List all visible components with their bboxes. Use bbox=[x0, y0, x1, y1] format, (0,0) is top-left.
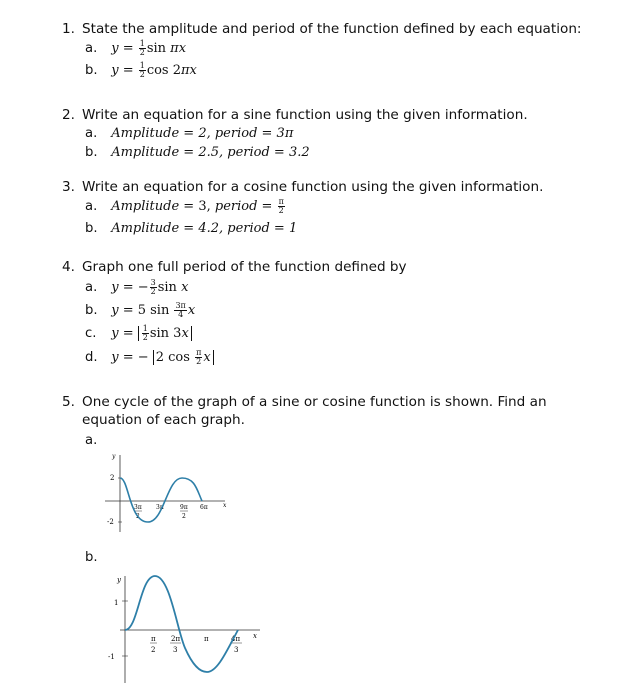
y-axis-label: y bbox=[117, 576, 121, 584]
equation: Amplitude = 2, period = 3π bbox=[111, 126, 294, 141]
equation: Amplitude = 4.2, period = 1 bbox=[111, 221, 298, 236]
q2-part-b: b. Amplitude = 2.5, period = 3.2 bbox=[85, 145, 310, 160]
question-number: 5. bbox=[62, 394, 75, 410]
q3-part-a: a. Amplitude = 3, period = $\frac{\pi}{2}$ bbox=[85, 197, 284, 215]
tick-label: 3π bbox=[156, 504, 164, 511]
equation: y = $\frac{1}{2}$ cos 2πx bbox=[111, 61, 197, 79]
tick-label: 3π bbox=[134, 504, 142, 511]
tick-label: 2 bbox=[136, 513, 140, 520]
equation: y = $\frac{1}{2}$ sin πx bbox=[111, 39, 187, 57]
q3-part-b: b. Amplitude = 4.2, period = 1 bbox=[85, 221, 298, 236]
question-number: 4. bbox=[62, 259, 75, 275]
tick-label: 2 bbox=[110, 474, 115, 482]
tick-label: π bbox=[204, 635, 209, 643]
q4-part-c: c. y = $\frac{1}{2}$ sin 3x bbox=[85, 325, 192, 343]
x-axis-label: x bbox=[223, 502, 227, 509]
equation: y = − $\frac{3}{2}$ sin x bbox=[111, 278, 189, 296]
tick-label: 3 bbox=[234, 646, 239, 654]
equation: Amplitude = 3, period = $\frac{\pi}{2}$ bbox=[111, 197, 284, 215]
question-text: Write an equation for a cosine function using the given information. bbox=[82, 179, 544, 195]
y-axis-label: y bbox=[112, 453, 116, 460]
question-number: 1. bbox=[62, 21, 75, 37]
q1-part-a: a. y = $\frac{1}{2}$ sin πx bbox=[85, 39, 187, 57]
curve bbox=[120, 478, 202, 522]
equation: y = 5 sin $\frac{3\pi}{4}$ x bbox=[111, 301, 196, 319]
graph-a bbox=[100, 450, 235, 535]
graph-b bbox=[100, 568, 270, 686]
q1-part-b: b. y = $\frac{1}{2}$ cos 2πx bbox=[85, 61, 197, 79]
tick-label: 2π bbox=[171, 635, 181, 643]
q5-part-a-label: a. bbox=[85, 433, 98, 448]
tick-label: 2 bbox=[151, 646, 156, 654]
tick-label: -2 bbox=[107, 518, 114, 526]
q4-part-a: a. y = − $\frac{3}{2}$ sin x bbox=[85, 278, 189, 296]
x-axis-label: x bbox=[253, 632, 257, 640]
equation: Amplitude = 2.5, period = 3.2 bbox=[111, 145, 310, 160]
equation: y = $\frac{1}{2}$ sin 3x bbox=[111, 326, 192, 341]
tick-label: 4π bbox=[231, 635, 241, 643]
q4-part-b: b. y = 5 sin $\frac{3\pi}{4}$ x bbox=[85, 301, 196, 319]
tick-label: 6π bbox=[200, 504, 208, 511]
question-text: One cycle of the graph of a sine or cosine function is shown. Find an equation of each graph. bbox=[82, 394, 547, 428]
question-number: 3. bbox=[62, 179, 75, 195]
equation: y = − 2 cos $\frac{\pi}{2}$ x bbox=[111, 350, 213, 365]
q4-part-d: d. y = − 2 cos $\frac{\pi}{2}$ x bbox=[85, 349, 214, 367]
question-number: 2. bbox=[62, 107, 75, 123]
tick-label: -1 bbox=[108, 653, 115, 661]
tick-label: 3 bbox=[173, 646, 178, 654]
tick-label: 2 bbox=[182, 513, 186, 520]
q5-part-b-label: b. bbox=[85, 550, 98, 565]
tick-label: 1 bbox=[114, 599, 119, 607]
question-text: State the amplitude and period of the function defined by each equation: bbox=[82, 21, 582, 37]
question-text: Graph one full period of the function defined by bbox=[82, 259, 407, 275]
q2-part-a: a. Amplitude = 2, period = 3π bbox=[85, 126, 294, 141]
curve bbox=[125, 576, 241, 672]
tick-label: π bbox=[151, 635, 156, 643]
question-text: Write an equation for a sine function using the given information. bbox=[82, 107, 528, 123]
tick-label: 9π bbox=[180, 504, 188, 511]
